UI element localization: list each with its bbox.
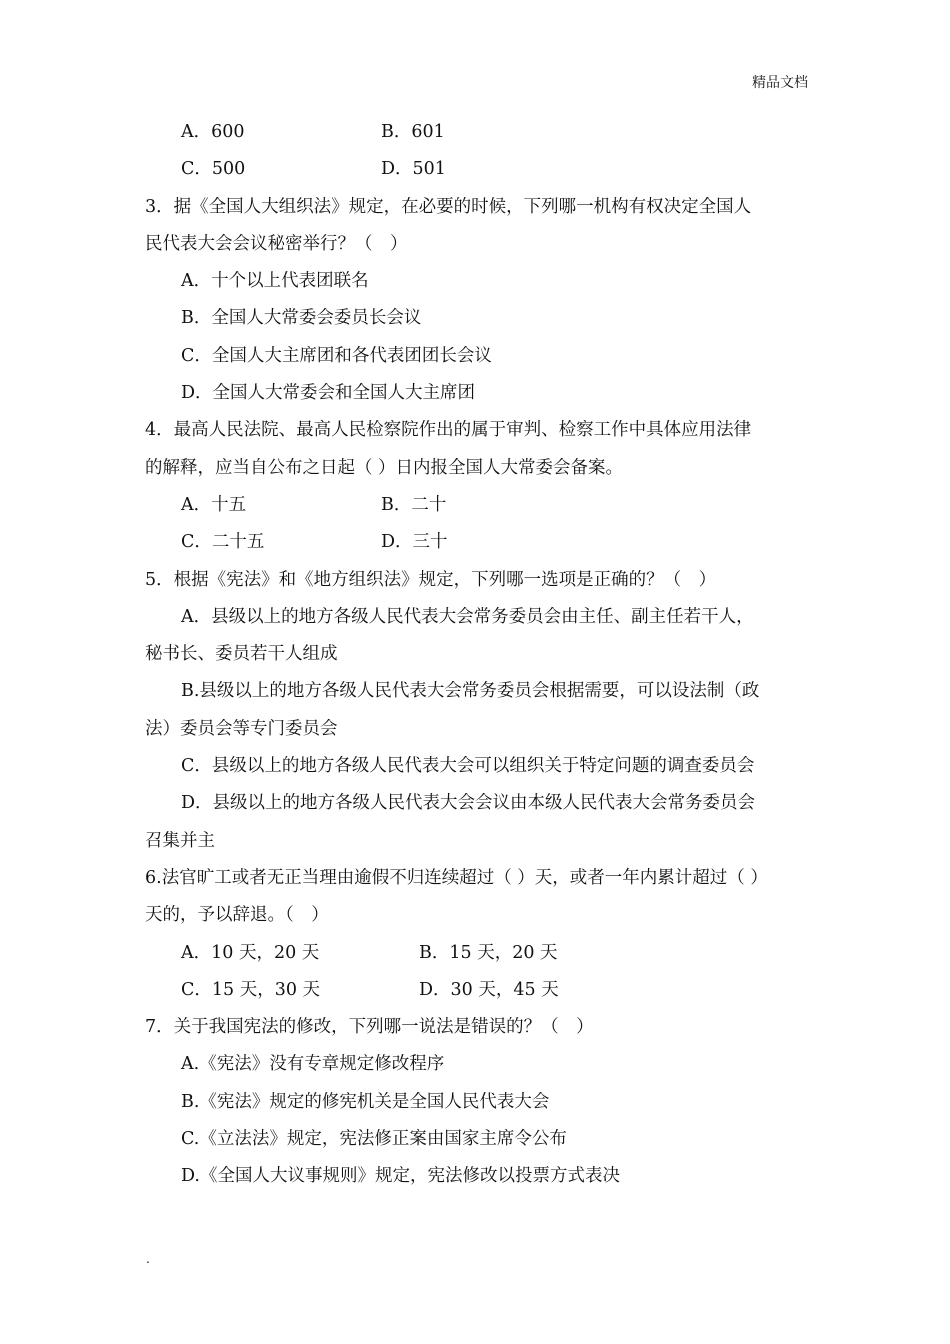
question-4-text-cont: 的解释，应当自公布之日起（ ）日内报全国人大常委会备案。: [145, 457, 624, 478]
option-d: D．30 天，45 天: [419, 979, 559, 1000]
question-6-text: 6.法官旷工或者无正当理由逾假不归连续超过（ ）天，或者一年内累计超过（ ）: [145, 867, 768, 888]
question-6-text-cont: 天的，予以辞退。（ ）: [145, 905, 329, 926]
question-7-text: 7．关于我国宪法的修改，下列哪一说法是错误的？（ ）: [145, 1017, 594, 1038]
option-c: C．二十五: [181, 532, 265, 553]
option-d: D．县级以上的地方各级人民代表大会会议由本级人民代表大会常务委员会: [181, 793, 756, 814]
option-b-cont: 法）委员会等专门委员会: [145, 718, 338, 739]
option-c: C．县级以上的地方各级人民代表大会可以组织关于特定问题的调查委员会: [181, 756, 755, 777]
option-a: A．县级以上的地方各级人民代表大会常务委员会由主任、副主任若干人，: [181, 606, 754, 627]
option-d: D．全国人大常委会和全国人大主席团: [181, 383, 476, 404]
option-c: C．500: [181, 159, 246, 180]
question-4-text: 4．最高人民法院、最高人民检察院作出的属于审判、检察工作中具体应用法律: [145, 420, 752, 441]
option-c: C．全国人大主席团和各代表团团长会议: [181, 345, 492, 366]
option-d: D．501: [381, 159, 446, 180]
option-d: D．三十: [381, 532, 448, 553]
option-row: [145, 151, 815, 188]
option-row: [145, 114, 815, 151]
option-a: A．600: [181, 122, 245, 142]
option-d-cont: 召集并主: [145, 830, 215, 851]
option-b: B.县级以上的地方各级人民代表大会常务委员会根据需要，可以设法制（政: [181, 681, 760, 702]
option-row: [145, 487, 815, 524]
document-body: [145, 114, 815, 1196]
option-row: [145, 972, 815, 1009]
page-header-label: 精品文档: [752, 75, 808, 91]
option-d: D.《全国人大议事规则》规定，宪法修改以投票方式表决: [181, 1166, 620, 1187]
option-b: B．全国人大常委会委员长会议: [181, 308, 422, 329]
option-row: [145, 935, 815, 972]
option-a: A.《宪法》没有专章规定修改程序: [181, 1054, 445, 1075]
option-a-cont: 秘书长、委员若干人组成: [145, 644, 338, 665]
option-b: B．15 天，20 天: [419, 942, 558, 963]
question-5-text: 5．根据《宪法》和《地方组织法》规定，下列哪一选项是正确的？（ ）: [145, 569, 717, 590]
option-b: B．601: [381, 122, 445, 142]
question-3-text: 3．据《全国人大组织法》规定，在必要的时候，下列哪一机构有权决定全国人: [145, 196, 752, 217]
option-c: C．15 天，30 天: [181, 979, 321, 1000]
option-c: C.《立法法》规定，宪法修正案由国家主席令公布: [181, 1129, 567, 1150]
option-a: A．十个以上代表团联名: [181, 271, 369, 292]
option-row: [145, 524, 815, 561]
option-b: B．二十: [381, 494, 447, 515]
option-a: A．十五: [181, 494, 247, 515]
option-b: B.《宪法》规定的修宪机关是全国人民代表大会: [181, 1091, 550, 1112]
option-a: A．10 天，20 天: [181, 942, 320, 963]
question-3-text-cont: 民代表大会会议秘密举行？（ ）: [145, 233, 408, 254]
footer-mark: .: [146, 1252, 150, 1266]
